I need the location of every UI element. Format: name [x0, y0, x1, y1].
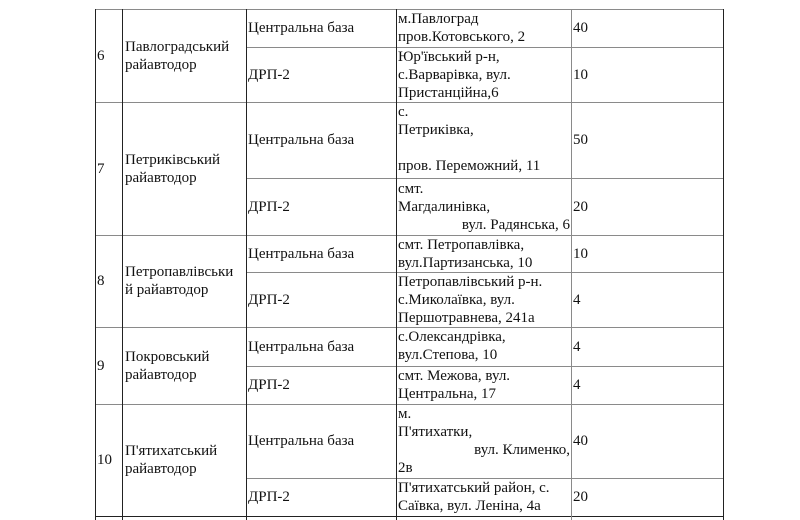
org-line: райавтодор: [125, 366, 197, 383]
organization-name: [125, 327, 245, 404]
org-line: райавтодор: [125, 169, 197, 186]
address-line: с.Миколаївка, вул.: [398, 292, 515, 308]
address-line: Петриківка,: [398, 122, 474, 138]
address: [398, 479, 570, 516]
quantity: 40: [573, 433, 588, 449]
address-line: пров.Котовського, 2: [398, 29, 526, 45]
organization-name: [125, 9, 245, 102]
address-line: смт. Межова, вул.: [398, 368, 511, 384]
column-border: [95, 9, 96, 520]
base-type: Центральна база: [248, 338, 355, 355]
address: [398, 328, 570, 366]
address: [398, 10, 570, 47]
address: [398, 236, 570, 272]
org-line: Петропавлівськи: [125, 264, 234, 280]
address-text: с.Варварівка, вул.: [398, 67, 511, 83]
base-type: ДРП-2: [248, 66, 290, 83]
org-line: райавтодор: [125, 461, 197, 477]
group-number: 9: [97, 357, 105, 374]
group-number: 7: [97, 160, 105, 177]
table-border-right: [723, 9, 724, 520]
address-line: м.: [398, 406, 412, 422]
base-type: ДРП-2: [248, 377, 290, 393]
organization-name: [125, 404, 245, 516]
base-type: ДРП-2: [248, 489, 290, 505]
org-line: Павлоградський: [125, 38, 230, 55]
quantity: 40: [573, 20, 588, 36]
address-line: смт.: [398, 181, 424, 197]
address: [398, 405, 570, 478]
org-line: й райавтодор: [125, 282, 209, 298]
address-line: пров. Переможний, 11: [398, 158, 541, 174]
address-line: Саївка, вул. Леніна, 4а: [398, 498, 541, 514]
address-line: с.Олександрівка,: [398, 329, 506, 345]
address: [398, 180, 570, 235]
org-line: райавтодор: [125, 56, 197, 73]
base-type: ДРП-2: [248, 291, 290, 308]
address-line: Магдалинівка,: [398, 199, 491, 215]
address-line: П'ятихатки,: [398, 424, 473, 440]
address: [398, 367, 570, 404]
group-number: 10: [97, 452, 112, 468]
column-border: [246, 9, 247, 520]
address-line: смт. Петропавлівка,: [398, 237, 525, 253]
column-border: [571, 9, 572, 520]
address-line: м.Павлоград: [398, 11, 479, 27]
address-blank-line: [398, 139, 570, 157]
quantity: 4: [573, 291, 581, 308]
group-divider: [95, 516, 723, 517]
org-line: Покровський: [125, 348, 210, 365]
organization-name: [125, 235, 245, 327]
group-number: 8: [97, 273, 105, 289]
column-border: [396, 9, 397, 520]
address-line: Центральна, 17: [398, 386, 497, 402]
base-type: Центральна база: [248, 20, 355, 36]
address: [398, 273, 570, 327]
address-line: Петропавлівський р-н.: [398, 274, 543, 290]
address-line: 2в: [398, 460, 413, 476]
quantity: 10: [573, 66, 588, 83]
base-type: ДРП-2: [248, 198, 290, 215]
address-line: вул. Радянська, 6: [461, 217, 570, 233]
address-line: [398, 66, 570, 84]
group-number: 6: [97, 47, 105, 64]
quantity: 20: [573, 198, 588, 215]
quantity: 50: [573, 132, 588, 148]
address-line: П'ятихатський район, с.: [398, 480, 550, 496]
org-line: Петриківський: [125, 151, 221, 168]
address-line: вул.Партизанська, 10: [398, 255, 533, 271]
org-line: П'ятихатський: [125, 443, 218, 459]
quantity: 4: [573, 338, 581, 355]
base-type: Центральна база: [248, 245, 355, 262]
address-line: с.: [398, 104, 409, 120]
address-line: вул. Клименко,: [474, 442, 570, 458]
quantity: 20: [573, 489, 588, 505]
address-line: Юр'ївський р-н,: [398, 49, 500, 65]
address-line: вул.Степова, 10: [398, 347, 498, 363]
address-line: Пристанційна,6: [398, 85, 499, 101]
quantity: 10: [573, 245, 588, 262]
base-type: Центральна база: [248, 132, 355, 148]
organization-name: [125, 102, 245, 235]
column-border: [122, 9, 123, 520]
base-type: Центральна база: [248, 433, 355, 449]
address: [398, 48, 570, 102]
quantity: 4: [573, 377, 581, 393]
address: [398, 103, 570, 178]
address-line: Першотравнева, 241а: [398, 310, 535, 326]
